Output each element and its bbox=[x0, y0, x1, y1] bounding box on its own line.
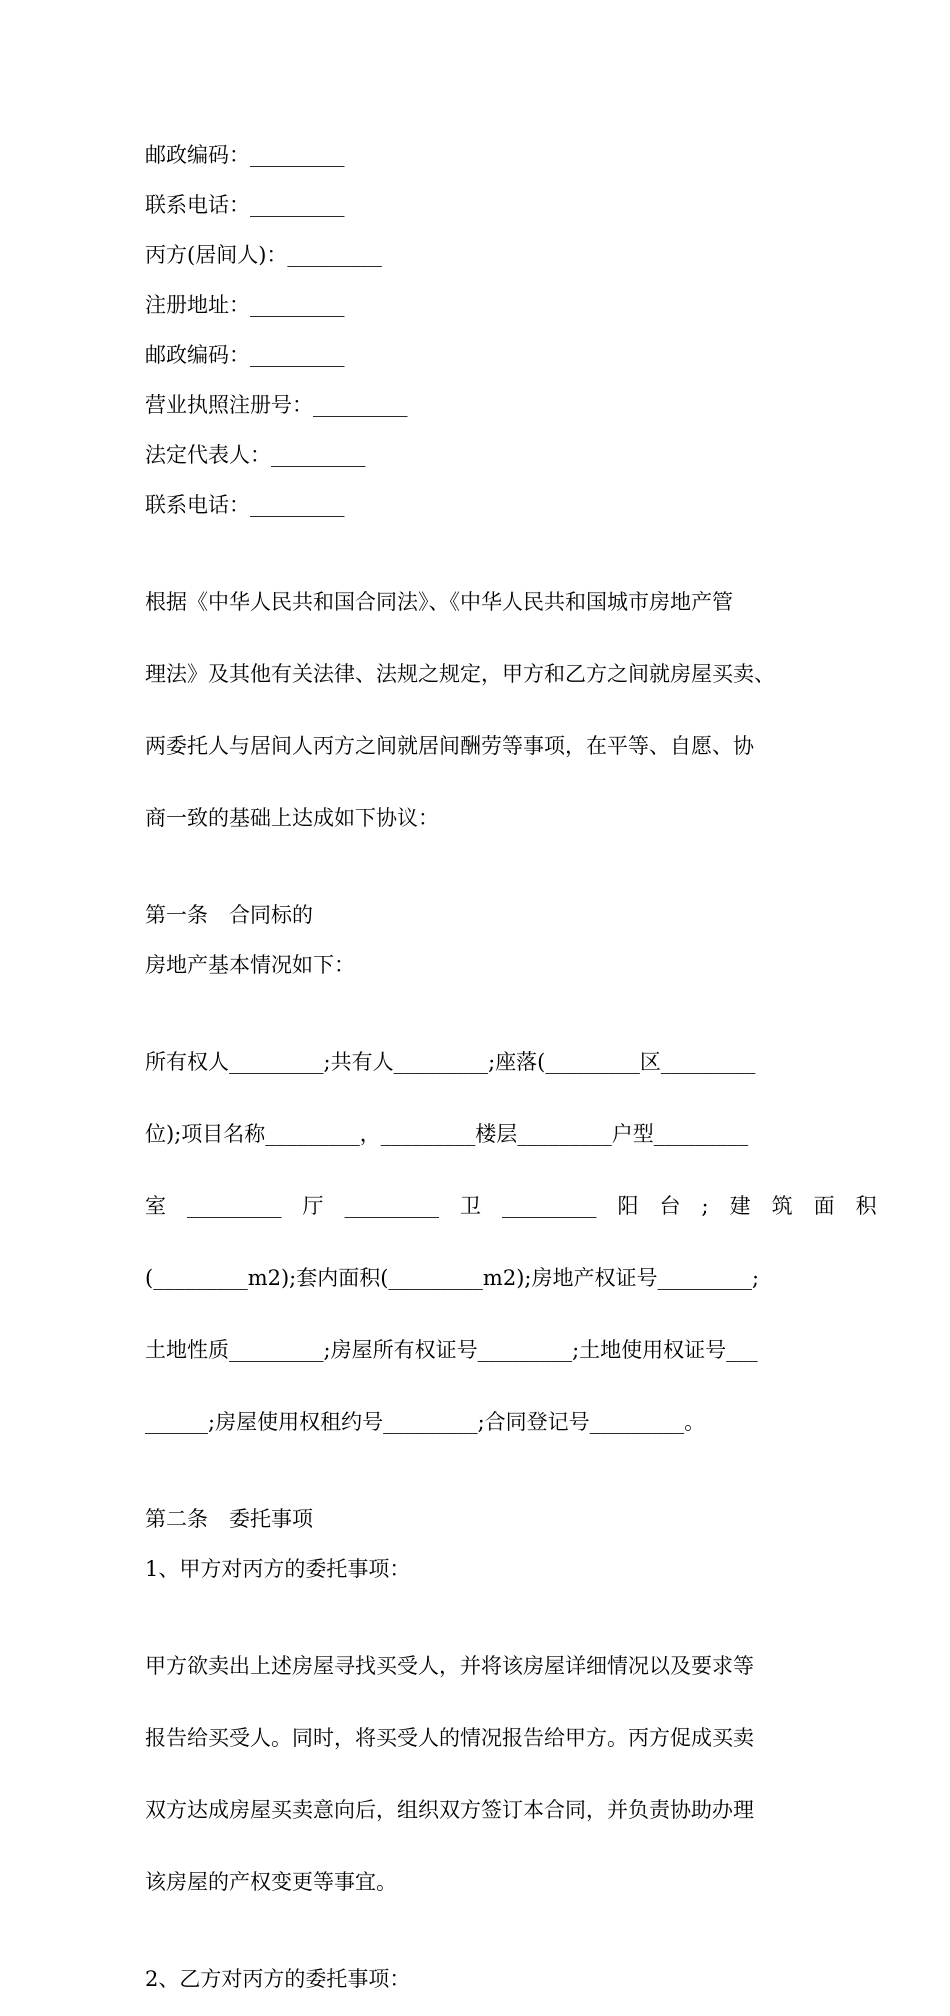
field-phone-2: 联系电话：_________ bbox=[145, 493, 345, 517]
article-2-title: 第二条 委托事项 bbox=[145, 1507, 313, 1531]
intro-line: 商一致的基础上达成如下协议： bbox=[145, 806, 439, 830]
field-party-c: 丙方(居间人)：_________ bbox=[145, 243, 382, 267]
property-line: 土地性质_________;房屋所有权证号_________;土地使用权证号___ bbox=[145, 1338, 758, 1362]
property-line: ______;房屋使用权租约号_________;合同登记号_________。 bbox=[145, 1410, 706, 1434]
field-business-license: 营业执照注册号：_________ bbox=[145, 393, 408, 417]
contract-body bbox=[145, 142, 877, 2016]
intro-line: 理法》及其他有关法律、法规之规定，甲方和乙方之间就房屋买卖、 bbox=[145, 662, 775, 686]
item-2-title: 2、乙方对丙方的委托事项： bbox=[145, 1967, 411, 1991]
intro-line: 两委托人与居间人丙方之间就居间酬劳等事项，在平等、自愿、协 bbox=[145, 734, 754, 758]
field-registered-address: 注册地址：_________ bbox=[145, 293, 345, 317]
intro-line: 根据《中华人民共和国合同法》、《中华人民共和国城市房地产管 bbox=[145, 590, 733, 614]
field-postal-code-1: 邮政编码：_________ bbox=[145, 143, 345, 167]
property-line: 所有权人_________;共有人_________;座落(_________区_________ bbox=[145, 1050, 756, 1074]
field-phone-1: 联系电话：_________ bbox=[145, 193, 345, 217]
article-1-title: 第一条 合同标的 bbox=[145, 903, 313, 927]
article-1-subtitle: 房地产基本情况如下： bbox=[145, 953, 355, 977]
property-line: 室 _________ 厅 _________ 卫 _________ 阳 台 ; 建 筑 面 积 bbox=[145, 1194, 877, 1218]
property-details bbox=[145, 1002, 877, 1482]
item-1-paragraph bbox=[145, 1606, 809, 1942]
item-1-title: 1、甲方对丙方的委托事项： bbox=[145, 1557, 411, 1581]
field-postal-code-2: 邮政编码：_________ bbox=[145, 343, 345, 367]
item-1-line: 双方达成房屋买卖意向后，组织双方签订本合同，并负责协助办理 bbox=[145, 1798, 754, 1822]
item-1-line: 该房屋的产权变更等事宜。 bbox=[145, 1870, 397, 1894]
property-line: 位);项目名称_________，_________楼层_________户型_________ bbox=[145, 1122, 749, 1146]
item-1-line: 甲方欲卖出上述房屋寻找买受人，并将该房屋详细情况以及要求等 bbox=[145, 1654, 754, 1678]
item-1-line: 报告给买受人。同时，将买受人的情况报告给甲方。丙方促成买卖 bbox=[145, 1726, 754, 1750]
intro-paragraph bbox=[145, 542, 809, 878]
field-legal-representative: 法定代表人：_________ bbox=[145, 443, 366, 467]
property-line: (_________m2);套内面积(_________m2);房地产权证号_________; bbox=[145, 1266, 760, 1290]
